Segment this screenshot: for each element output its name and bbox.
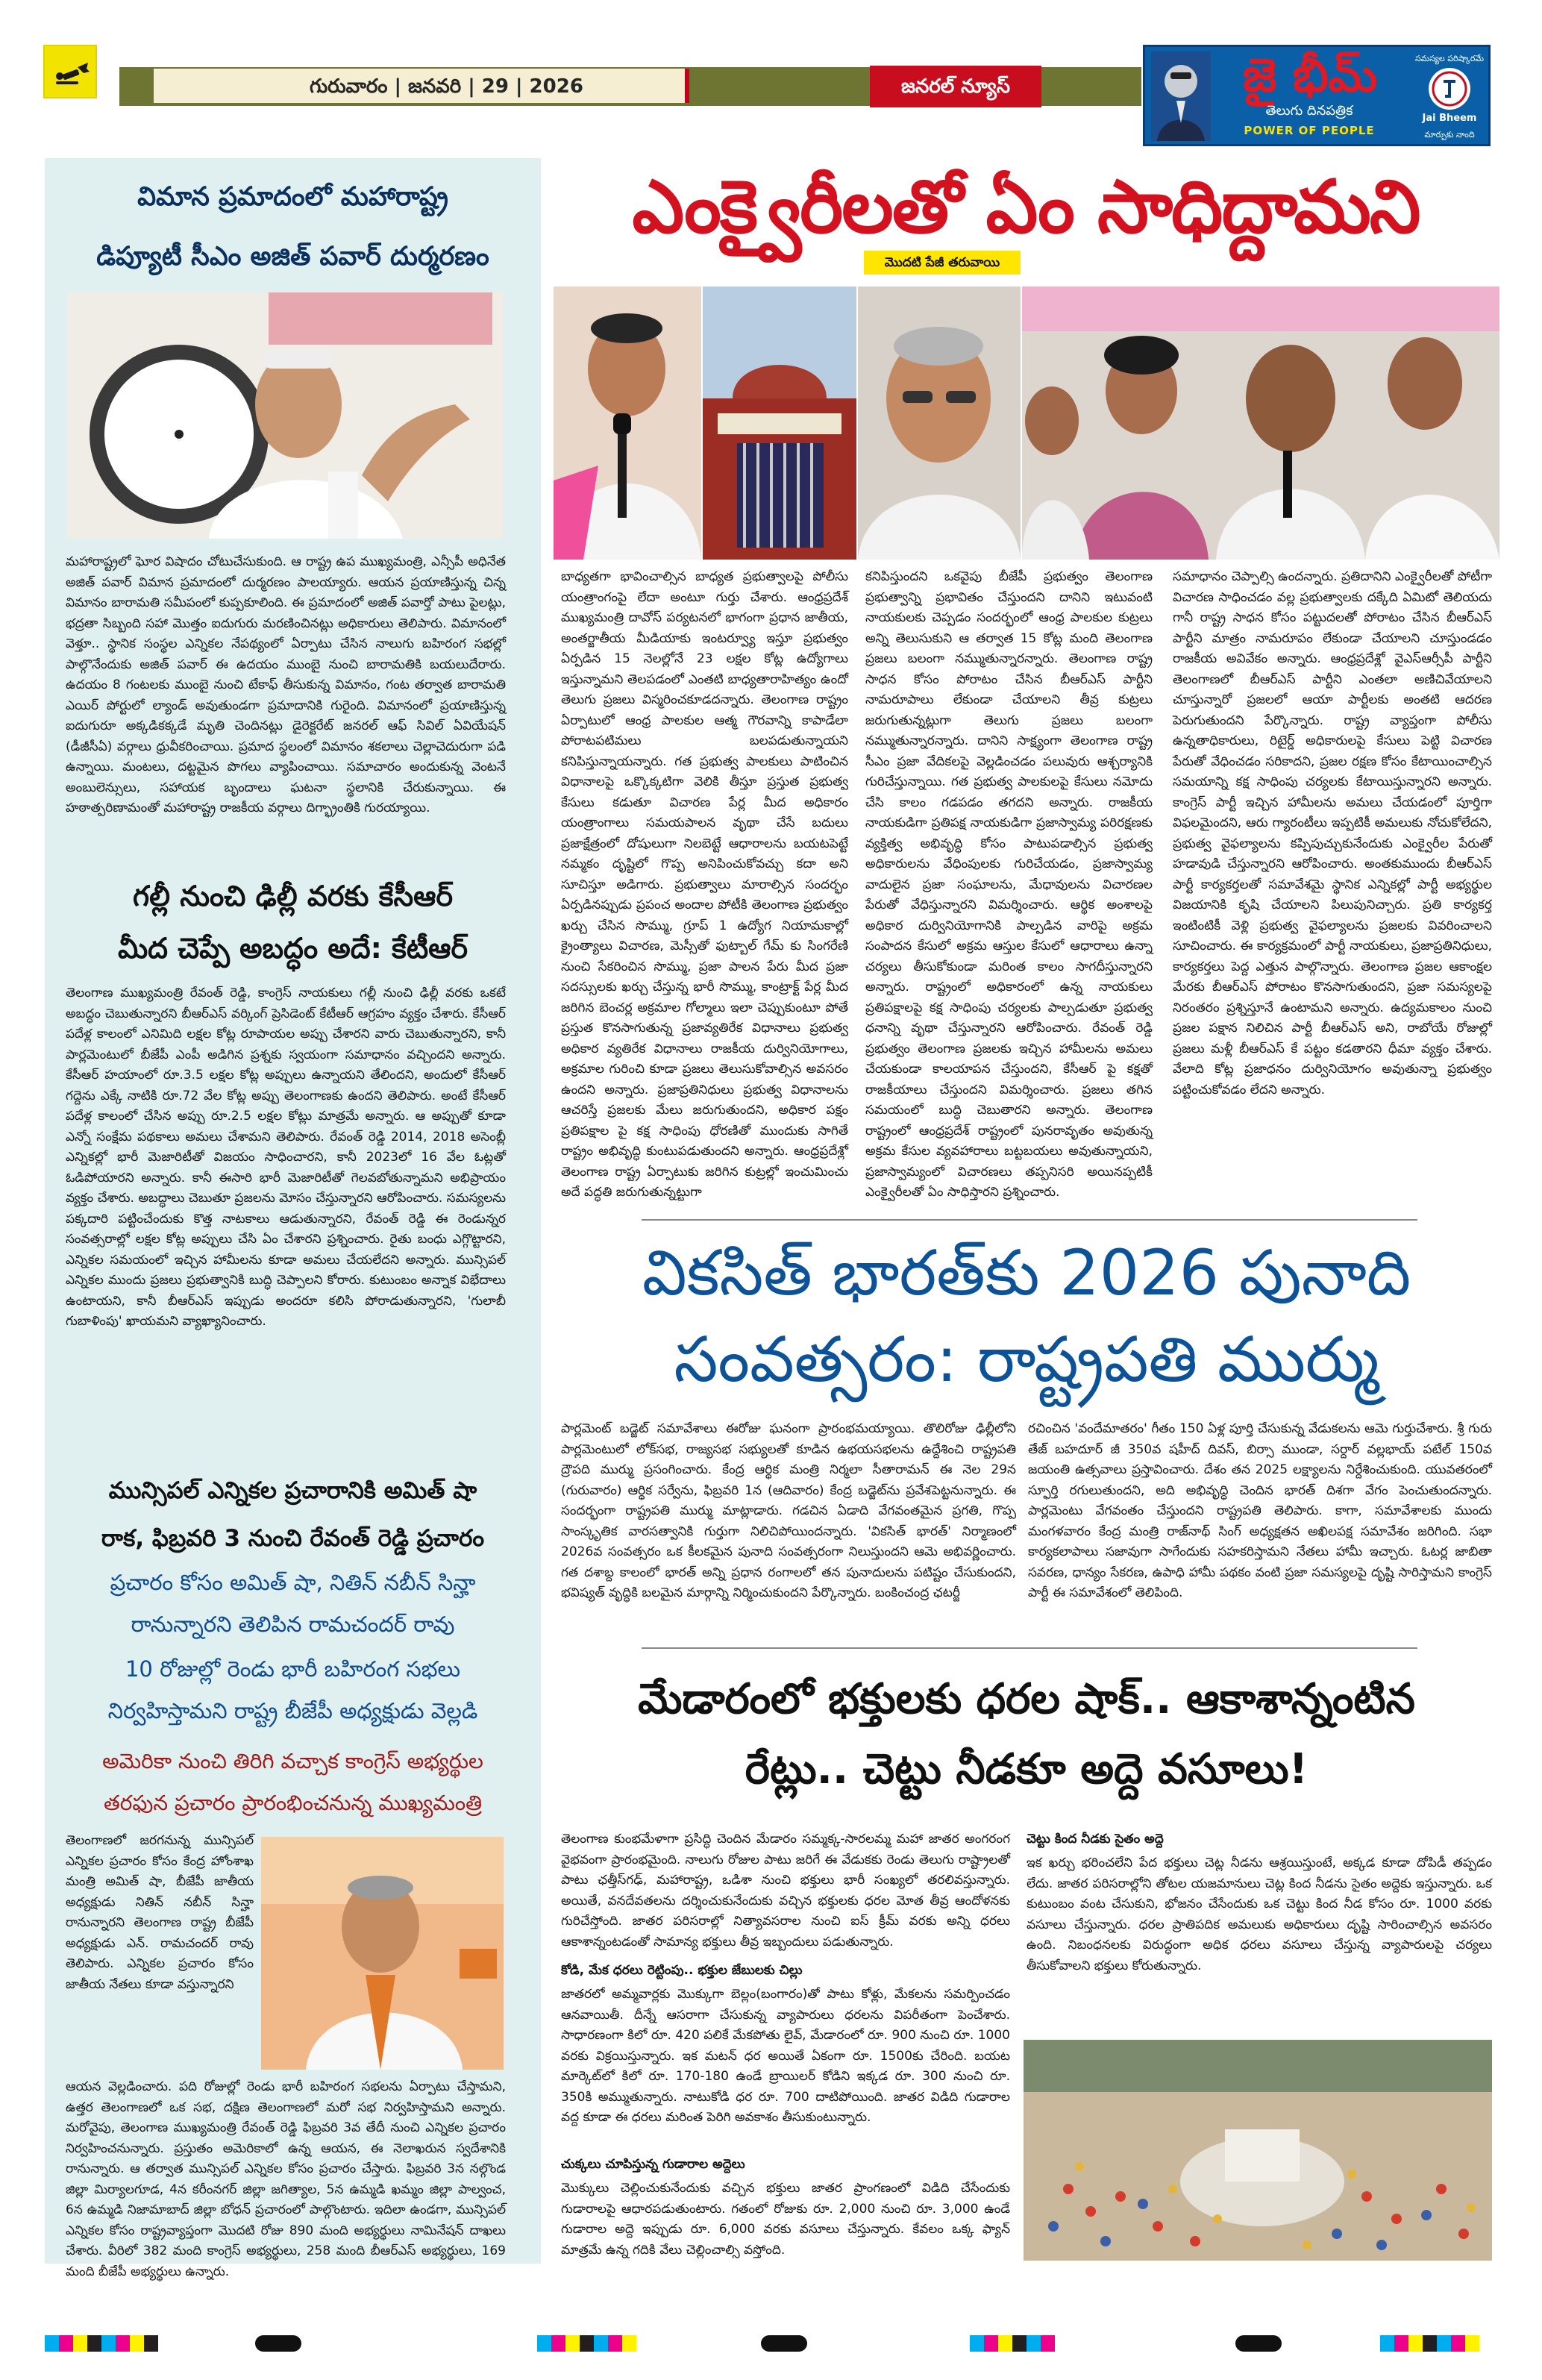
color-swatch — [608, 2335, 622, 2352]
color-swatch — [1423, 2335, 1437, 2352]
publisher-logo — [43, 45, 97, 98]
registration-mark — [255, 2335, 301, 2352]
sidebar-ktr-headline-2: మీద చెప్పే అబద్ధం అదే: కేటీఆర్ — [117, 932, 468, 965]
color-swatch — [87, 2335, 101, 2352]
sidebar-amit-body-side: తెలంగాణలో జరగనున్న మున్సిపల్ ఎన్నికల ప్రచారం కోసం కేంద్ర హోంశాఖ మంత్రి అమిత్ షా, బీజేపీ జాతీయ అధ్యక్షుడు నితిన్ నబీన్ సిన్హా రానున్నారని తెలంగాణ రాష్ట్ర బీజేపీ అధ్యక్షుడు ఎన్. రామచందర్ రావు తెలిపారు. ఎన్నికల ప్రచారం కోసం జాతీయ నేతలు కూడా వస్తున్నారని — [66, 1833, 254, 1992]
color-swatch — [594, 2335, 608, 2352]
color-bar-left — [45, 2335, 158, 2352]
main-headline: ఎంక్వైరీలతో ఏం సాధిద్దామని — [632, 165, 1420, 250]
harish-rao-photo — [554, 286, 701, 560]
medaram-column-1-intro: తెలంగాణ కుంభమేళాగా ప్రసిద్ధి చెందిన మేడారం సమ్మక్క-సారలమ్మ మహా జాతర అంగరంగ వైభవంగా ప్రారంభమైంది. నాలుగు రోజుల పాటు జరిగే ఈ వేడుకకు రెండు తెలుగు రాష్ట్రాలతో పాటు ఛత్తీస్‌గఢ్, మహారాష్ట్ర, ఒడిశా నుంచి భక్తులు భారీ సంఖ్యలో తరలివస్తున్నారు. అయితే, వనదేవతలను దర్శించుకునేందుకు వచ్చిన భక్తులకు ధరల మోత తీవ్ర ఆందోళనకు గురిచేస్తోంది. జాతర పరిసరాల్లో నిత్యావసరాల నుంచి ఐస్ క్రీమ్ వరకు అన్ని ధరలు ఆకాశాన్నంటడంతో సామాన్య భక్తులు తీవ్ర ఇబ్బందులు పడుతున్నారు. — [561, 1832, 1010, 1950]
date-line: గురువారం | జనవరి | 29 | 2026 — [310, 75, 583, 98]
murmu-headline-2: సంవత్సరం: రాష్ట్రపతి ముర్ము — [674, 1323, 1379, 1396]
color-swatch — [551, 2335, 565, 2352]
medaram-column-1-subhead-1: కోడి, మేక ధరలు రెట్టింపు.. భక్తుల జేబులకు చిల్లు — [561, 1963, 803, 1978]
color-swatch — [970, 2335, 984, 2352]
ajit-pawar-photo — [67, 292, 504, 539]
color-swatch — [1465, 2335, 1479, 2352]
murmu-column-1: పార్లమెంట్ బడ్జెట్ సమావేశాలు ఈరోజు ఘనంగా ప్రారంభమయ్యాయి. తొలిరోజు ఢిల్లీలోని పార్లమెంటులో లోక్‌సభ, రాజ్యసభ సభ్యులతో కూడిన ఉభయసభలను ఉద్దేశించి రాష్ట్రపతి ద్రౌపది ముర్ము ప్రసంగించారు. కేంద్ర ఆర్థిక మంత్రి నిర్మలా సీతారామన్ ఈ నెల 29న (గురువారం) ఆర్థిక సర్వేను, ఫిబ్రవరి 1న (ఆదివారం) కేంద్ర బడ్జెట్‌ను ప్రవేశపెట్టనున్నారు. ఈ సందర్భంగా రాష్ట్రపతి ముర్ము మాట్లాడారు. గడచిన ఏడాది వేగవంతమైన ప్రగతి, గొప్ప సాంస్కృతిక వారసత్వానికి గుర్తుగా నిలిచిపోయిందన్నారు. 'వికసిత్ భారత్' నిర్మాణంలో 2026వ సంవత్సరం ఒక కీలకమైన పునాది సంవత్సరంగా నిలుస్తుందని ఆమె అభివర్ణించారు. గత దశాబ్ద కాలంలో భారత్ అన్ని ప్రధాన రంగాలలో తన పునాదులను పటిష్టం చేసుకుందని, భవిష్యత్ వృద్ధికి బలమైన మార్గాన్ని నిర్మించుకుందని పేర్కొన్నారు. బంకించంద్ర ఛటర్జీ — [561, 1421, 1016, 1600]
color-swatch — [1437, 2335, 1451, 2352]
section-tag: జనరల్ న్యూస్ — [901, 75, 1010, 98]
sidebar-amit-headline-2: రాక, ఫిబ్రవరి 3 నుంచి రేవంత్ రెడ్డి ప్రచారం — [101, 1525, 485, 1552]
inquiry-column-3: సమాధానం చెప్పాల్సి ఉందన్నారు. ప్రతిదానిని ఎంక్వైరీలతో పోటీగా విచారణ సాధించడం వల్ల ప్రభుత్వాలకు దక్కేది ఏమిటో తెలియదు గానీ రాష్ట్ర సాధన కోసం పట్టుదలతో పోరాటం చేసిన బీఆర్ఎస్ పార్టీని మాత్రం నామరూపం లేకుండా చేయాలని చూస్తుండడం రాజకీయ అవివేకం అన్నారు. ఆంధ్రప్రదేశ్లో వైఎస్ఆర్సీపీ పార్టీని తెలంగాణలో బీఆర్ఎస్ పార్టీని ఎంతలా అణిచివేయాలని చూస్తున్నారో ప్రజలలో ఆయా పార్టీలకు అంతటి ఆదరణ పెరుగుతుందని పేర్కొన్నారు. రాష్ట్ర వ్యాప్తంగా పోలీసు ఉన్నతాధికారులు, రిటైర్డ్ అధికారులపై కేసులు పెట్టి విచారణ పేరుతో వేధించడం సరికాదని, ప్రజల రక్షణ కోసం కేటాయించాల్సిన సమయాన్ని కక్ష సాధింపు చర్యలకు కేటాయిస్తున్నారని అన్నారు. కాంగ్రెస్ పార్టీ ఇచ్చిన హామీలను అమలు చేయడంలో పూర్తిగా విఫలమైందని, ఆరు గ్యారంటీలు ఇప్పటికీ అమలుకు నోచుకోలేదని, ప్రభుత్వ వైఫల్యాలను కప్పిపుచ్చుకునేందుకు ఎంక్వైరీల పేరుతో హడావుడి చేస్తున్నారని ఆరోపించారు. అంతకుముందు బీఆర్ఎస్ పార్టీ కార్యకర్తలతో సమావేశమై స్థానిక ఎన్నికల్లో పార్టీ అభ్యర్థుల విజయానికి కృషి చేయాలని పిలుపునిచ్చారు. ప్రతి కార్యకర్త ఇంటింటికీ వెళ్లి ప్రభుత్వ వైఫల్యాలను ప్రజలకు వివరించాలని సూచించారు. ఈ కార్యక్రమంలో పార్టీ నాయకులు, ప్రజాప్రతినిధులు, కార్యకర్తలు పెద్ద ఎత్తున పాల్గొన్నారు. తెలంగాణ ప్రజల ఆకాంక్షల మేరకు బీఆర్ఎస్ పోరాటం కొనసాగుతుందని, ప్రజా సమస్యలపై నిరంతరం ప్రశ్నిస్తూనే ఉంటామని అన్నారు. ఉద్యమకాలం నుంచి ప్రజల పక్షాన నిలిచిన పార్టీ బీఆర్ఎస్ అని, రాబోయే రోజుల్లో ప్రజలు మళ్లీ బీఆర్ఎస్ కే పట్టం కడతారని ధీమా వ్యక్తం చేశారు. వేలాది కోట్ల ప్రజాధనం దుర్వినియోగం అవుతున్నా ప్రభుత్వం పట్టించుకోవడం లేదని అన్నారు. — [1173, 569, 1493, 1097]
sidebar-lead-body: మహారాష్ట్రలో ఘోర విషాదం చోటుచేసుకుంది. ఆ రాష్ట్ర ఉప ముఖ్యమంత్రి, ఎన్సీపీ అధినేత అజిత్ పవార్ విమాన ప్రమాదంలో దుర్మరణం పాలయ్యారు. ఆయన ప్రయాణిస్తున్న చిన్న విమానం బారామతి సమీపంలో కుప్పకూలింది. ఈ ప్రమాదంలో అజిత్ పవార్తో పాటు పైలట్లు, భద్రతా సిబ్బంది సహా మొత్తం ఐదుగురు మరణించినట్లు అధికారులు తెలిపారు. విమానంలో వెళ్తూ.. స్థానిక సంస్థల ఎన్నికల నేపథ్యంలో ఏర్పాటు చేసిన నాలుగు బహిరంగ సభల్లో పాల్గొనేందుకు అజిత్ పవార్ ఈ ఉదయం ముంబై నుంచి బారామతికి బయలుదేరారు. ఉదయం 8 గంటలకు ముంబై నుంచి టేకాఫ్ తీసుకున్న విమానం, గంట తర్వాత బారామతి ఎయిర్ పోర్టులో ల్యాండ్ అవుతుండగా ప్రమాదానికి గురైంది. విమానంలో ప్రయాణిస్తున్న ఐదుగురూ అక్కడికక్కడే మృతి చెందినట్లు డైరెక్టరేట్ జనరల్ ఆఫ్ సివిల్ ఏవియేషన్ (డీజీసీఏ) వర్గాలు ధ్రువీకరించాయి. ప్రమాద స్థలంలో విమానం శకలాలు చెల్లాచెదురుగా పడి ఉన్నాయి. మంటలు, దట్టమైన పొగలు వ్యాపించాయి. సమాచారం అందుకున్న వెంటనే అంబులెన్సులు, సహాయక బృందాలు ఘటనా స్థలానికి చేరుకున్నాయి. ఈ హఠాత్పరిణామంతో మహారాష్ట్ర రాజకీయ వర్గాలు దిగ్భ్రాంతికి గురయ్యాయి. — [66, 554, 506, 815]
sidebar-amit-sub-6: తరఫున ప్రచారం ప్రారంభించనున్న ముఖ్యమంత్రి — [103, 1791, 482, 1815]
ambedkar-portrait — [1151, 51, 1211, 141]
medaram-crowd-photo — [1024, 2040, 1492, 2261]
medaram-column-1-subhead-2: చుక్కలు చూపిస్తున్న గుడారాల అద్దెలు — [561, 2157, 745, 2172]
color-swatch — [1380, 2335, 1394, 2352]
color-swatch — [580, 2335, 594, 2352]
divider-1 — [642, 1219, 1417, 1221]
murmu-headline-1: వికసిత్ భారత్‌కు 2026 పునాది — [642, 1236, 1411, 1309]
sidebar-amit-sub-4: నిర్వహిస్తామని రాష్ట్ర బీజేపీ అధ్యక్షుడు వెల్లడి — [107, 1698, 478, 1723]
brs-leaders-photo — [1022, 286, 1499, 560]
masthead-logo-name: Jai Bheem — [1422, 113, 1477, 124]
color-swatch — [1394, 2335, 1408, 2352]
sidebar-amit-sub-3: 10 రోజుల్లో రెండు భారీ బహిరంగ సభలు — [125, 1656, 461, 1682]
color-swatch — [1451, 2335, 1465, 2352]
color-bar-center-right — [970, 2335, 1055, 2352]
medaram-column-1-body-2: మొక్కులు చెల్లించుకునేందుకు వచ్చిన భక్తులు జాతర ప్రాంగణంలో విడిది చేసేందుకు గుడారాలపై ఆధారపడుతుంటారు. గతంలో రోజుకు రూ. 2,000 నుంచి రూ. 3,000 ఉండే గుడారాల అద్దె ఇప్పుడు రూ. 6,000 వరకు వసూలు చేస్తున్నారు. కేవలం ఒక్క ఫ్యాన్ మాత్రమే ఉన్న గదికి వేలు చెల్లించాల్సి వస్తోంది. — [561, 2181, 1010, 2258]
medaram-headline-1: మేడారంలో భక్తులకు ధరల షాక్.. ఆకాశాన్నంటిన — [638, 1675, 1415, 1723]
masthead-corner-bottom: మార్పుకు నాంది — [1424, 130, 1475, 140]
sidebar-amit-body-full: ఆయన వెల్లడించారు. పది రోజుల్లో రెండు భారీ బహిరంగ సభలను ఏర్పాటు చేస్తామని, ఉత్తర తెలంగాణలో ఒక సభ, దక్షిణ తెలంగాణలో మరో సభ నిర్వహిస్తామని అన్నారు. మరోవైపు, తెలంగాణ ముఖ్యమంత్రి రేవంత్ రెడ్డి ఫిబ్రవరి 3వ తేదీ నుంచి ఎన్నికల ప్రచారం నిర్వహించనున్నారు. ప్రస్తుతం అమెరికాలో ఉన్న ఆయన, ఈ నెలాఖరున స్వదేశానికి రానున్నారు. ఆ తర్వాత మున్సిపల్ ఎన్నికల కోసం ప్రచారం చేస్తారు. ఫిబ్రవరి 3న నల్గొండ జిల్లా మిర్యాలగూడ, 4న కరీంనగర్ జిల్లా జగిత్యాల, 5న ఉమ్మడి ఖమ్మం జిల్లా పాల్వంచ, 6న ఉమ్మడి నిజామాబాద్ జిల్లా బోధన్ ప్రచారంలో పాల్గొంటారు. ఇదిలా ఉండగా, మున్సిపల్ ఎన్నికల కోసం రాష్ట్రవ్యాప్తంగా మొదటి రోజు 890 మంది అభ్యర్థులు నామినేషన్ దాఖలు చేశారు. వీరిలో 382 మంది కాంగ్రెస్ అభ్యర్థులు, 258 మంది బీఆర్ఎస్ అభ్యర్థులు, 169 మంది బీజేపీ అభ్యర్థులు ఉన్నారు. — [66, 2079, 506, 2279]
high-court-photo — [703, 286, 856, 560]
masthead-corner-top: సమస్యల పరిష్కారమే — [1414, 54, 1485, 63]
registration-mark — [1235, 2335, 1282, 2352]
amit-shah-photo — [261, 1837, 504, 2070]
masthead — [1143, 45, 1491, 146]
color-swatch — [144, 2335, 158, 2352]
sidebar-ktr-body: తెలంగాణ ముఖ్యమంత్రి రేవంత్ రెడ్డి, కాంగ్రెస్ నాయకులు గల్లీ నుంచి ఢిల్లీ వరకు ఒకటే అబద్ధం చెబుతున్నారని బీఆర్ఎస్ వర్కింగ్ ప్రెసిడెంట్ కేటీఆర్ ఆగ్రహం వ్యక్తం చేశారు. కేసీఆర్ పదేళ్ల కాలంలో ఎనిమిది లక్షల కోట్ల రూపాయల అప్పు చేశారని వారు చెబుతున్నారని, కానీ పార్లమెంటులో బీజేపీ ఎంపీ అడిగిన ప్రశ్నకు స్వయంగా సమాధానం వచ్చిందని అన్నారు. కేసీఆర్ హయాంలో రూ.3.5 లక్షల కోట్ల అప్పులు ఉన్నాయని తేలిందని, అందులో కేసీఆర్ గద్దెను ఎక్కే నాటికి రూ.72 వేల కోట్ల అప్పు తెలంగాణకు ఉందని తెలిపారు. అంటే కేసీఆర్ పదేళ్ల కాలంలో చేసిన అప్పు రూ.2.5 లక్షల కోట్లు మాత్రమే అన్నారు. ఆ అప్పుతో కూడా ఎన్నో సంక్షేమ పథకాలు అమలు చేశామని తెలిపారు. రేవంత్ రెడ్డి 2014, 2018 అసెంబ్లీ ఎన్నికల్లో భారీ మెజారిటీతో విజయం సాధించారని, కానీ 2023లో 16 వేల ఓట్లతో ఓడిపోయారని అన్నారు. కానీ ఈసారి భారీ మెజారిటీతో గెలవబోతున్నామని అభిప్రాయం వ్యక్తం చేశారు. అబద్ధాలు చెబుతూ ప్రజలను మోసం చేస్తున్నారని ఆరోపించారు. సమస్యలను పక్కదారి పట్టించేందుకు కొత్త నాటకాలు ఆడుతున్నారని, రేవంత్ రెడ్డి ఈ రెండున్నర సంవత్సరాల్లో లక్షల కోట్ల అప్పులు చేసి ఏం చేశారని ప్రశ్నించారు. రైతు బంధు ఎగ్గొట్టారని, ఎన్నికల సమయంలో ఇచ్చిన హామీలను కూడా అమలు చేయలేదని అన్నారు. మున్సిపల్ ఎన్నికల ముందు ప్రజలు ప్రభుత్వానికి బుద్ధి చెప్పాలని కోరారు. కుటుంబం అన్నాక విభేదాలు ఉంటాయని, కానీ బీఆర్ఎస్ ఇప్పుడు అందరూ కలిసి పోరాడుతున్నారని, 'గులాబీ గుబాళింపు' ఖాయమని వ్యాఖ్యానించారు. — [66, 986, 506, 1329]
masthead-tagline: POWER OF PEOPLE — [1244, 124, 1375, 137]
sidebar-lead-headline-2: డిప్యూటీ సీఎం అజిత్ పవార్ దుర్మరణం — [96, 242, 489, 272]
sidebar-amit-sub-5: అమెరికా నుంచి తిరిగి వచ్చాక కాంగ్రెస్ అభ్యర్థుల — [102, 1749, 483, 1773]
color-swatch — [537, 2335, 551, 2352]
color-bar-right — [1380, 2335, 1479, 2352]
kcr-photo — [858, 286, 1021, 560]
logo-icon — [45, 46, 98, 100]
color-swatch — [1041, 2335, 1055, 2352]
color-swatch — [1408, 2335, 1423, 2352]
masthead-title: జై భీమ్ — [1242, 48, 1378, 102]
color-swatch — [984, 2335, 998, 2352]
color-swatch — [1027, 2335, 1041, 2352]
inquiry-column-2: కనిపిస్తుందని ఒకవైపు బీజేపీ ప్రభుత్వం తెలంగాణ ప్రభుత్వాన్ని ప్రభావితం చేస్తుందని దానిని ఇటువంటి నాయకులకు చెప్పడం సందర్భంలో ఆంధ్ర పాలకుల కుట్రలు అన్ని తెలుసుకుని ఆ తర్వాత 15 కోట్ల మంది తెలంగాణ ప్రజలు బలంగా నమ్ముతున్నారన్నారు. తెలంగాణ రాష్ట్ర సాధన కోసం పోరాటం చేసిన బీఆర్ఎస్ పార్టీని నామరూపాలు లేకుండా చేయాలని తీవ్ర కుట్రలు జరుగుతున్నట్లుగా తెలుగు ప్రజలు బలంగా నమ్ముతున్నారన్నారు. దానిని సాక్ష్యంగా తెలంగాణ రాష్ట్ర సీఎం ప్రజా వేదికలపై వెల్లడించడం పలువురు ఆశ్చర్యానికి గురిచేస్తున్నాయి. గత ప్రభుత్వ పాలకులపై కేసులు నమోదు చేసి కాలం గడపడం తగదని అన్నారు. రాజకీయ నాయకుడిగా ప్రతిపక్ష నాయకుడిగా ప్రజాస్వామ్య పరిరక్షణకు వ్యక్తిత్వ అభివృద్ధి కోసం పాటుపడాల్సిన ప్రభుత్వ అధికారులను వేధింపులకు గురిచేయడం, ప్రజాస్వామ్య వాదులైన ప్రజా సంఘాలను, మేధావులను విచారణల పేరుతో వేధిస్తున్నారని విమర్శించారు. ఆర్థిక అంశాలపై అధికార దుర్వినియోగానికి పాల్పడిన వారిపై అక్రమ సంపాదన కేసులో అక్రమ ఆస్తుల కేసులో ఆధారాలు ఉన్నా చర్యలు తీసుకోకుండా మరింత కాలం సాగదీస్తున్నారని అన్నారు. రాష్ట్రంలో అధికారంలో ఉన్న నాయకులు ప్రతిపక్షాలపై కక్ష సాధింపు చర్యలకు పాల్పడుతూ ప్రభుత్వ ధనాన్ని వృథా చేస్తున్నారని ఆరోపించారు. రేవంత్ రెడ్డి ప్రభుత్వం తెలంగాణ ప్రజలకు ఇచ్చిన హామీలను అమలు చేయకుండా కాలయాపన చేస్తుందని, కేసీఆర్ పై కక్షతో రాజకీయాలు చేస్తుందని విమర్శించారు. ప్రజలు తగిన సమయంలో బుద్ధి చెబుతారని అన్నారు. తెలంగాణ రాష్ట్రంలో ఆంధ్రప్రదేశ్ రాష్ట్రంలో పునరావృతం అవుతున్న అక్రమ కేసుల వ్యవహారాలు బట్టబయలు అవుతున్నాయని, ప్రజాస్వామ్యంలో విచారణలు తప్పనిసరి అయినప్పటికీ ఎంక్వైరీలతో ఏం సాధిస్తారని ప్రశ్నించారు. — [865, 569, 1153, 1200]
medaram-column-2-body: ఇక ఖర్చు భరించలేని పేద భక్తులు చెట్ల నీడను ఆశ్రయిస్తుంటే, అక్కడ కూడా దోపిడీ తప్పడం లేదు. జాతర పరిసరాల్లోని తోటల యజమానులు చెట్ల కింద నీడను సైతం అద్దెకు ఇస్తున్నారు. ఒక కుటుంబం వంట చేసుకుని, భోజనం చేసేందుకు ఒక చెట్టు కింద నీడ కోసం రూ. 1000 వరకు వసూలు చేస్తున్నారు. ధరల ప్రాతిపదిక అమలుకు అధికారులు దృష్టి సారించాల్సిన అవసరం ఉంది. నిబంధనలకు విరుద్ధంగా అధిక ధరలు వసూలు చేస్తున్న వ్యాపారులపై చర్యలు తీసుకోవాలని భక్తులు కోరుతున్నారు. — [1027, 1856, 1492, 1973]
sidebar-lead-headline-1: విమాన ప్రమాదంలో మహారాష్ట్ర — [137, 182, 448, 212]
sidebar-ktr-headline-1: గల్లీ నుంచి ఢిల్లీ వరకు కేసీఆర్ — [132, 880, 453, 912]
color-swatch — [59, 2335, 73, 2352]
color-swatch — [101, 2335, 116, 2352]
medaram-headline-2: రేట్లు.. చెట్టు నీడకూ అద్దె వసూలు! — [745, 1745, 1308, 1794]
medaram-column-1-body-1: జాతరలో అమ్మవార్లకు మొక్కుగా బెల్లం(బంగారం)తో పాటు కోళ్లు, మేకలను సమర్పించడం ఆనవాయితీ. దీన్నే ఆసరాగా చేసుకున్న వ్యాపారులు ధరలను విపరీతంగా పెంచేశారు. సాధారణంగా కిలో రూ. 420 పలికే మేకపోతు లైవ్, మేడారంలో రూ. 900 నుంచి రూ. 1000 వరకు విక్రయిస్తున్నారు. ఇక మటన్ ధర అయితే ఏకంగా రూ. 1500కు చేరింది. బయట మార్కెట్‌లో కిలో రూ. 170-180 ఉండే బ్రాయిలర్ కోడిని ఇక్కడ రూ. 300 నుంచి రూ. 350కి అమ్ముతున్నారు. నాటుకోడి ధర రూ. 700 దాటిపోయింది. జాతర విడిది గుడారాల వద్ద కూడా ఈ ధరలు మరింత పెరిగి అవకాశం తీసుకుంటున్నారు. — [561, 1987, 1010, 2125]
divider-2 — [642, 1647, 1417, 1649]
registration-mark — [761, 2335, 807, 2352]
color-swatch — [45, 2335, 59, 2352]
color-swatch — [116, 2335, 130, 2352]
main-tag: మొదటి పేజీ తరువాయి — [884, 255, 1000, 270]
color-swatch — [622, 2335, 636, 2352]
color-swatch — [1012, 2335, 1027, 2352]
masthead-logo — [1429, 68, 1470, 110]
masthead-subtitle: తెలుగు దినపత్రిక — [1265, 103, 1353, 119]
medaram-column-2-subhead: చెట్టు కింద నీడకు సైతం అద్దె — [1027, 1832, 1164, 1847]
murmu-column-2: రచించిన 'వందేమాతరం' గీతం 150 ఏళ్ల పూర్తి చేసుకున్న వేడుకలను ఆమె గుర్తుచేశారు. శ్రీ గురు తేజ్ బహదూర్ జీ 350వ షహీద్ దివస్, బిర్సా ముండా, సర్దార్ వల్లభాయ్ పటేల్ 150వ జయంతి ఉత్సవాలు ప్రస్తావించారు. దేశం తన 2025 లక్ష్యాలను నిర్దేశించుకుంది. యువతరంలో స్ఫూర్తి రగులుతుందని, అది అభివృద్ధి చెందిన భారత్ దిశగా వేగం పెంచుతుందన్నారు. పార్లమెంటు వేగవంతం చేస్తుందని రాష్ట్రపతి తెలిపారు. కాగా, సమావేశాలకు ముందు మంగళవారం కేంద్ర మంత్రి రాజ్‌నాథ్ సింగ్ అధ్యక్షతన అఖిలపక్ష సమావేశం జరిగింది. సభా కార్యకలాపాలు సజావుగా సాగేందుకు సహకరిస్తామని నేతలు హామీ ఇచ్చారు. ఓటర్ల జాబితా సవరణ, ధాన్యం సేకరణ, ఉపాధి హామీ పథకం వంటి ప్రజా సమస్యలపై దృష్టి సారిస్తామని కాంగ్రెస్ పార్టీ ఈ సమావేశంలో తెలిపింది. — [1028, 1421, 1492, 1600]
color-bar-center-left — [537, 2335, 636, 2352]
color-swatch — [130, 2335, 144, 2352]
inquiry-column-1: బాధ్యతగా భావించాల్సిన బాధ్యత ప్రభుత్వాలపై పోలీసు యంత్రాంగంపై లేదా అంటూ గుర్తు చేశారు. ఆంధ్రప్రదేశ్ ముఖ్యమంత్రి దావోస్ పర్యటనలో భాగంగా ప్రధాన జాతీయ, అంతర్జాతీయ మీడియాకు ఇంటర్వ్యూ ఇస్తూ ప్రభుత్వం ఏర్పడిన 15 నెలల్లోనే 23 లక్షల కోట్ల ఉద్యోగాలు ఇస్తున్నామని తెలపడంలో ఎంతటి బాధ్యతారాహిత్యం ఉందో తెలుగు ప్రజలు విస్మరించకూడదన్నారు. తెలంగాణ రాష్ట్రం ఏర్పాటులో ఆంధ్ర పాలకుల ఆత్మ గౌరవాన్ని కాపాడేలా పోరాటపటిమలు బలపడుతున్నాయని కనిపిస్తున్నాయన్నారు. గత ప్రభుత్వ పాలకులు పాటించిన విధానాలపై ఒక్కొక్కటిగా వెలికి తీస్తూ ప్రస్తుత ప్రభుత్వ కేసులు కడుతూ విచారణ పేర్ల మీద అధికారం యంత్రాంగాలు సమయపాలన వృథా చేసే బదులు ప్రజాక్షేత్రంలో దోషులుగా నిలబెట్టే ఆధారాలను బయటపెట్టే నమ్మకం దృష్టిలో గొప్ప అనిపించుకోవచ్చు కదా అని సూచిస్తూ అడిగారు. ప్రభుత్వాలు మారాల్సిన సందర్భం ఏర్పడినప్పుడు ప్రపంచ అందాల పోటీకి తెలంగాణ ప్రభుత్వం ఖర్చు చేసిన సొమ్ము, గ్రూప్ 1 ఉద్యోగ నియామకాల్లో క్రైంత్యాలు విచారణ, మెస్సీతో ఫుట్బాల్ గేమ్ కు సింగరేణి నుంచి సేకరించిన సొమ్ము, ప్రజా పాలన పేరు మీద ప్రజా సదస్సులకు ఖర్చు చేస్తున్న భారీ సొమ్ము, కాంట్రాక్ట్ పేర్ల మీద జరిగిన బెంచర్ల అక్రమాల గోల్మాలు ఇలా చెప్పుకుంటూ పోతే ప్రస్తుత కొనసాగుతున్న ప్రజావ్యతిరేక విధానాలు ప్రభుత్వ అధికార వ్యతిరేక విధానాలు రాజకీయ దుర్వినియోగాలు, అక్రమాల గురించి కూడా ప్రజలు తెలుసుకోవాల్సిన అవసరం ఉందని అన్నారు. ప్రజాప్రతినిధులు ప్రభుత్వ విధానాలను ఆచరిస్తే ప్రజలకు మేలు జరుగుతుందని, అధికార పక్షం ప్రతిపక్షాల పై కక్ష సాధింపు ధోరణితో ముందుకు సాగితే రాష్ట్రం అభివృద్ధి కుంటుపడుతుందని అన్నారు. ఆంధ్రప్రదేశ్లో తెలంగాణ రాష్ట్ర ఏర్పాటుకు జరిగిన కుట్రల్లో ఇంచుమించు అదే పద్ధతి జరుగుతున్నట్టుగా — [561, 569, 848, 1200]
color-swatch — [73, 2335, 87, 2352]
sidebar-amit-sub-1: ప్రచారం కోసం అమిత్ షా, నితిన్ నబీన్ సిన్హా — [110, 1570, 476, 1595]
sidebar-amit-headline-1: మున్సిపల్ ఎన్నికల ప్రచారానికి అమిత్ షా — [108, 1477, 477, 1504]
color-swatch — [565, 2335, 580, 2352]
color-swatch — [998, 2335, 1012, 2352]
sidebar-amit-sub-2: రానున్నారని తెలిపిన రామచందర్ రావు — [131, 1612, 455, 1637]
